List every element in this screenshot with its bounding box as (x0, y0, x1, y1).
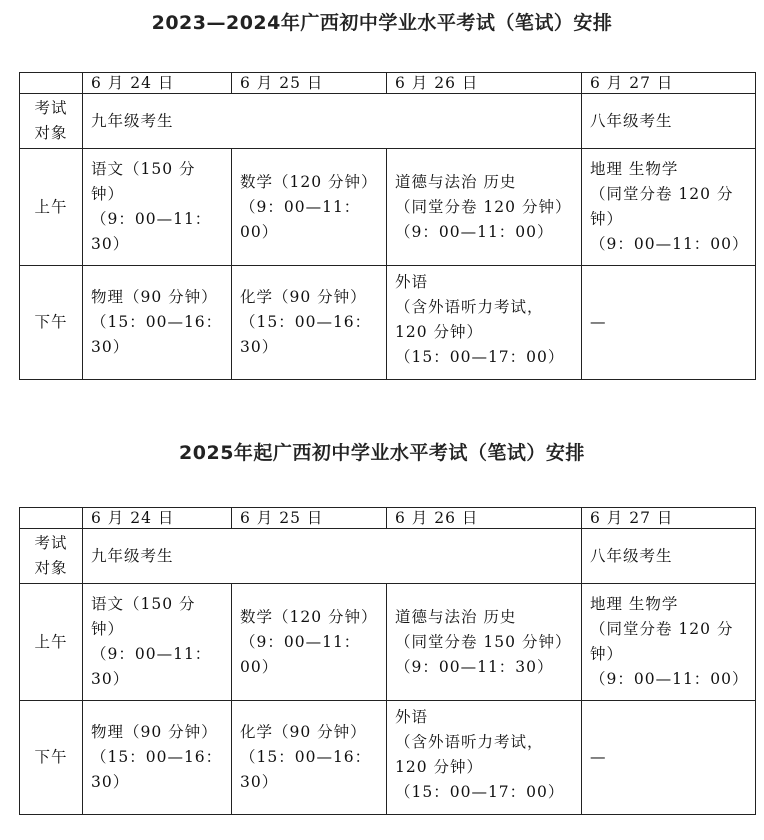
date-header: 6 月 26 日 (387, 508, 582, 529)
exam-cell: 化学（90 分钟） （15：00—16： 30） (232, 266, 387, 380)
table-title-2023-2024: 2023—2024年广西初中学业水平考试（笔试）安排 (151, 12, 613, 34)
morning-row (20, 584, 756, 701)
exam-schedule-table-2023-2024 (19, 72, 756, 380)
exam-cell: 语文（150 分钟） （9：00—11： 30） (83, 149, 232, 266)
afternoon-row (20, 266, 756, 380)
table-title-2025: 2025年起广西初中学业水平考试（笔试）安排 (179, 442, 585, 464)
date-header: 6 月 27 日 (582, 508, 756, 529)
afternoon-row (20, 701, 756, 815)
exam-cell: — (582, 266, 756, 380)
date-header: 6 月 24 日 (83, 508, 232, 529)
date-header: 6 月 25 日 (232, 73, 387, 94)
exam-cell: 地理 生物学 （同堂分卷 120 分 钟） （9：00—11：00） (582, 149, 756, 266)
exam-cell: — (582, 701, 756, 815)
row-label-afternoon: 下午 (20, 701, 83, 815)
candidates-row (20, 94, 756, 149)
date-header: 6 月 25 日 (232, 508, 387, 529)
corner-cell (20, 508, 83, 529)
exam-cell: 语文（150 分钟） （9：00—11： 30） (83, 584, 232, 701)
date-header: 6 月 27 日 (582, 73, 756, 94)
exam-cell: 地理 生物学 （同堂分卷 120 分 钟） （9：00—11：00） (582, 584, 756, 701)
morning-row (20, 149, 756, 266)
candidates-row (20, 529, 756, 584)
exam-cell: 数学（120 分钟） （9：00—11：00） (232, 584, 387, 701)
ninth-grade-cell: 九年级考生 (83, 529, 582, 584)
ninth-grade-cell: 九年级考生 (83, 94, 582, 149)
exam-cell: 物理（90 分钟） （15：00—16： 30） (83, 701, 232, 815)
eighth-grade-cell: 八年级考生 (582, 529, 756, 584)
date-header-row (20, 73, 756, 94)
row-label-morning: 上午 (20, 584, 83, 701)
exam-cell: 外语 （含外语听力考试， 120 分钟） （15：00—17：00） (387, 266, 582, 380)
date-header-row (20, 508, 756, 529)
date-header: 6 月 26 日 (387, 73, 582, 94)
date-header: 6 月 24 日 (83, 73, 232, 94)
exam-schedule-table-2025 (19, 507, 756, 815)
exam-cell: 外语 （含外语听力考试， 120 分钟） （15：00—17：00） (387, 701, 582, 815)
exam-cell: 物理（90 分钟） （15：00—16： 30） (83, 266, 232, 380)
corner-cell (20, 73, 83, 94)
row-label-morning: 上午 (20, 149, 83, 266)
exam-cell: 道德与法治 历史 （同堂分卷 120 分钟） （9：00—11：00） (387, 149, 582, 266)
row-label-candidates: 考试 对象 (20, 94, 83, 149)
exam-cell: 化学（90 分钟） （15：00—16： 30） (232, 701, 387, 815)
exam-cell: 数学（120 分钟） （9：00—11：00） (232, 149, 387, 266)
exam-cell: 道德与法治 历史 （同堂分卷 150 分钟） （9：00—11：30） (387, 584, 582, 701)
row-label-candidates: 考试 对象 (20, 529, 83, 584)
eighth-grade-cell: 八年级考生 (582, 94, 756, 149)
row-label-afternoon: 下午 (20, 266, 83, 380)
